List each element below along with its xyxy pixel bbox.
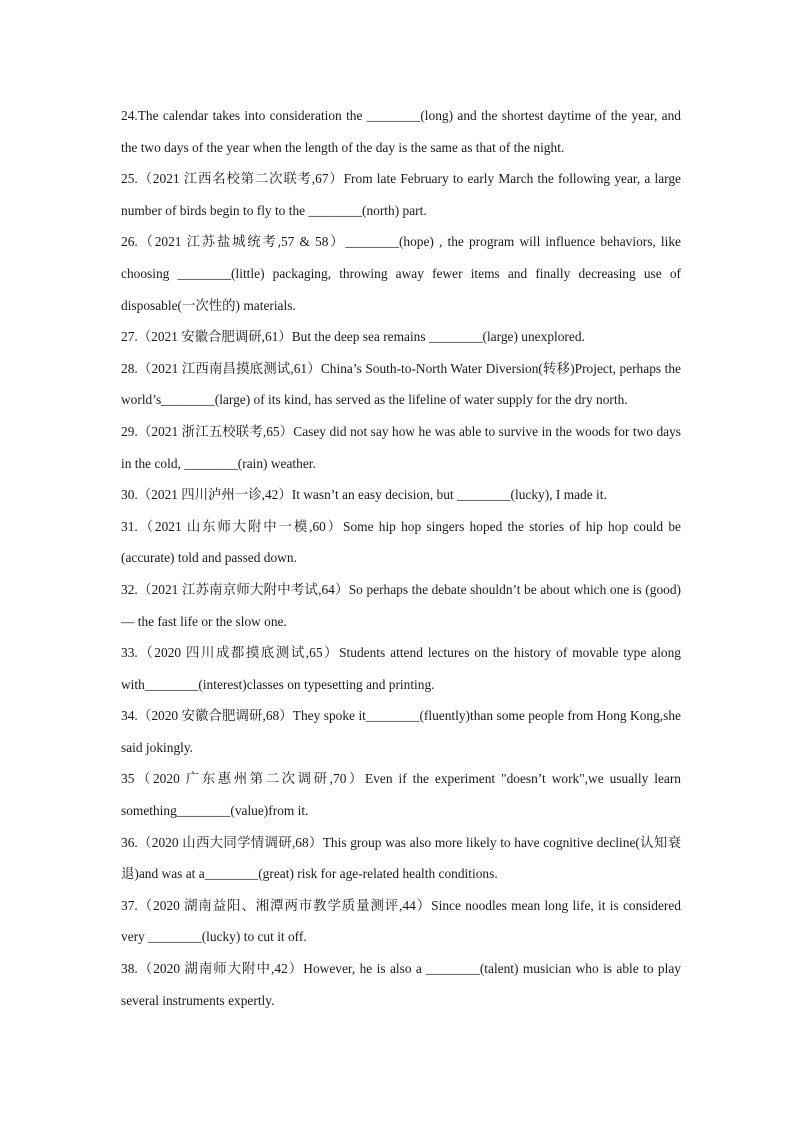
- question-list: [121, 100, 681, 1016]
- question-33: 33.（2020 四川成都摸底测试,65）Students attend lectures on the history of movable type along with________(interest)classes on typesetting and printing.: [121, 645, 681, 692]
- question-31: 31.（2021 山东师大附中一模,60）Some hip hop singers hoped the stories of hip hop could be (accurate) told and passed down.: [121, 518, 681, 566]
- question-36: 36.（2020 山西大同学情调研,68）This group was also more likely to have cognitive decline(认知衰退)and was at a________(great) risk for age-related health conditions.: [121, 834, 681, 882]
- question-25: 25.（2021 江西名校第二次联考,67）From late February to early March the following year, a large number of birds begin to fly to the ________(north) part.: [121, 171, 681, 218]
- question-28: 28.（2021 江西南昌摸底测试,61）China’s South-to-North Water Diversion(转移)Project, perhaps the world’s________(large) of its kind, has served as the lifeline of water supply for the dry north.: [121, 360, 681, 408]
- question-26: 26.（2021 江苏盐城统考,57 & 58）________(hope) , the program will influence behaviors, like choosing ________(little) packaging, throwing away fewer items and finally decreasing use of disposable(一次性的) materials.: [121, 234, 681, 313]
- question-27: 27.（2021 安徽合肥调研,61）But the deep sea remains ________(large) unexplored.: [121, 329, 585, 345]
- question-29: 29.（2021 浙江五校联考,65）Casey did not say how he was able to survive in the woods for two days in the cold, ________(rain) weather.: [121, 423, 681, 471]
- question-35: 35（2020 广东惠州第二次调研,70）Even if the experiment "doesn’t work",we usually learn something________(value)from it.: [121, 771, 681, 819]
- question-30: 30.（2021 四川泸州一诊,42）It wasn’t an easy decision, but ________(lucky), I made it.: [121, 487, 607, 503]
- question-34: 34.（2020 安徽合肥调研,68）They spoke it________(fluently)than some people from Hong Kong,she said jokingly.: [121, 708, 681, 755]
- question-37: 37.（2020 湖南益阳、湘潭两市教学质量测评,44）Since noodles mean long life, it is considered very ________(lucky) to cut it off.: [121, 897, 681, 945]
- question-38: 38.（2020 湖南师大附中,42）However, he is also a ________(talent) musician who is able to play several instruments expertly.: [121, 961, 681, 1008]
- question-24: 24.The calendar takes into consideration the ________(long) and the shortest daytime of the year, and the two days of the year when the length of the day is the same as that of the night.: [121, 108, 681, 155]
- question-32: 32.（2021 江苏南京师大附中考试,64）So perhaps the debate shouldn’t be about which one is (good) — the fast life or the slow one.: [121, 581, 681, 629]
